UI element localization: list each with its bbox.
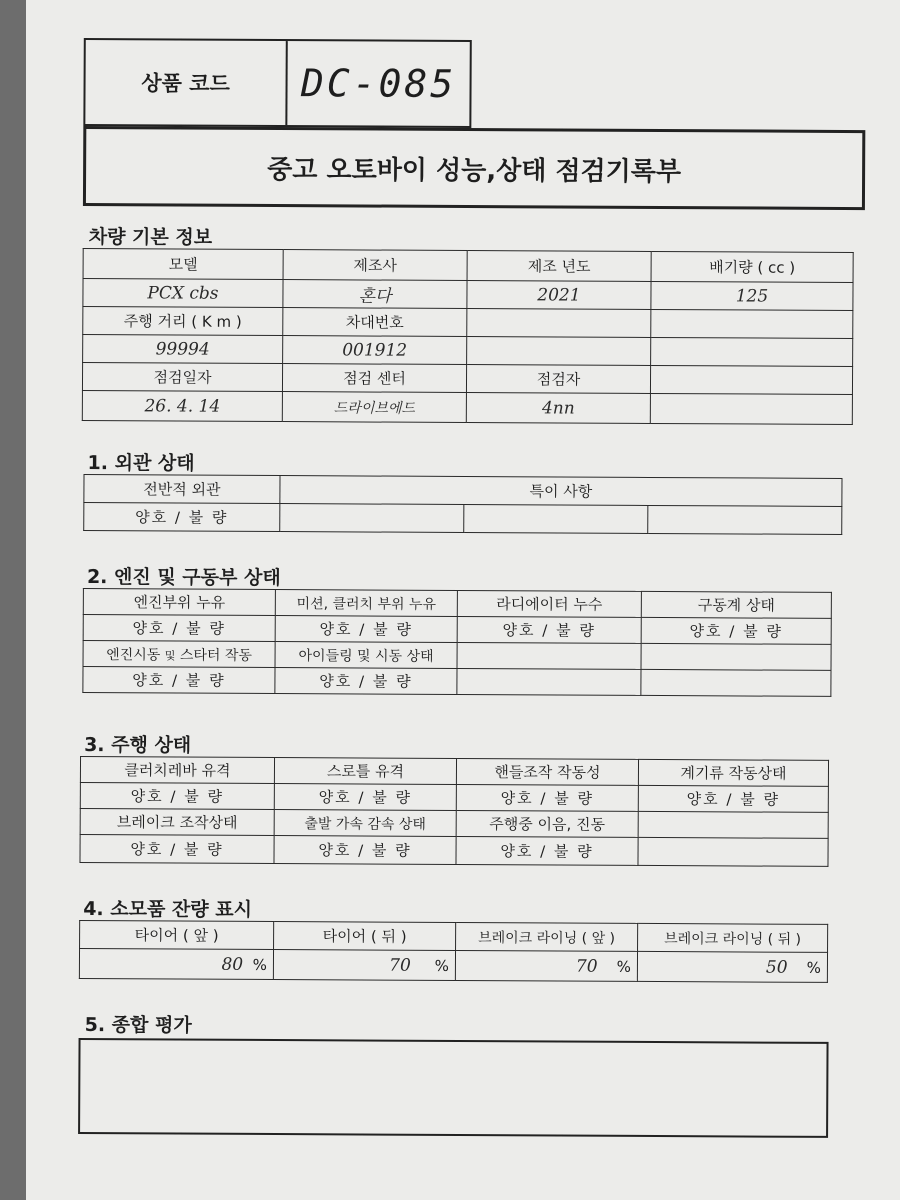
- radiator-leak-label: 라디에이터 누수: [457, 590, 641, 617]
- driving-heading: 3. 주행 상태: [84, 734, 192, 757]
- front-brake-lining-value: 70 %: [455, 950, 637, 981]
- overall-heading: 5. 종합 평가: [84, 1014, 192, 1037]
- empty-cell: [641, 669, 831, 696]
- empty-cell: [467, 309, 651, 338]
- rear-brake-lining-label: 브레이크 라이닝 ( 뒤 ): [638, 923, 828, 952]
- engine-start-value: 양호 / 불 량: [83, 667, 275, 694]
- throttle-value: 양호 / 불 량: [274, 784, 456, 811]
- model-label: 모델: [83, 248, 283, 279]
- empty-cell: [650, 365, 852, 394]
- maker-value: 혼다: [283, 280, 467, 309]
- noise-value: 양호 / 불 량: [456, 836, 638, 865]
- overall-evaluation-box: [78, 1038, 828, 1138]
- overall-appearance-value: 양호 / 불 량: [84, 503, 280, 532]
- model-value: PCX cbs: [83, 278, 283, 307]
- year-label: 제조 년도: [467, 251, 651, 282]
- engine-start-label: 엔진시동 및 스타터 작동: [83, 641, 275, 668]
- maker-label: 제조사: [283, 250, 467, 281]
- empty-cell: [467, 337, 651, 366]
- center-label: 점검 센터: [282, 364, 466, 393]
- clutch-lever-label: 클러치레바 유격: [80, 756, 274, 783]
- consumables-heading: 4. 소모품 잔량 표시: [83, 898, 253, 921]
- gauges-label: 계기류 작동상태: [638, 759, 828, 786]
- clutch-oil-leak-label: 미션, 클러치 부위 누유: [275, 590, 457, 617]
- form: [83, 0, 874, 1037]
- basic-info-table: [82, 248, 853, 425]
- remarks-cell: [280, 504, 464, 533]
- brake-value: 양호 / 불 량: [80, 834, 274, 863]
- exterior-table: [83, 474, 841, 535]
- front-tire-value: 80 %: [79, 948, 273, 979]
- rear-brake-lining-value: 50 %: [637, 951, 827, 982]
- year-value: 2021: [467, 281, 651, 310]
- empty-cell: [651, 337, 853, 366]
- rear-tire-label: 타이어 ( 뒤 ): [274, 922, 456, 951]
- empty-cell: [651, 309, 853, 338]
- inspector-label: 점검자: [466, 365, 650, 394]
- frame-value: 001912: [283, 336, 467, 365]
- basic-info-heading: 차량 기본 정보: [88, 226, 213, 249]
- brake-label: 브레이크 조작상태: [80, 808, 274, 835]
- remarks-cell: [648, 505, 842, 534]
- drivetrain-label: 구동계 상태: [641, 591, 831, 618]
- empty-cell: [638, 837, 828, 866]
- throttle-label: 스로틀 유격: [274, 758, 456, 785]
- rear-tire-value: 70 %: [273, 950, 455, 981]
- center-value: 드라이브에드: [282, 392, 466, 423]
- product-code-value: DC-085: [300, 61, 457, 106]
- driving-table: [79, 756, 828, 867]
- engine-heading: 2. 엔진 및 구동부 상태: [86, 566, 281, 590]
- empty-cell: [650, 393, 852, 424]
- front-tire-label: 타이어 ( 앞 ): [80, 920, 274, 949]
- gauges-value: 양호 / 불 량: [638, 785, 828, 812]
- noise-label: 주행중 이음, 진동: [456, 810, 638, 837]
- cc-value: 125: [651, 281, 853, 310]
- page-title: 중고 오토바이 성능,상태 점검기록부: [83, 126, 865, 210]
- idling-label: 아이들링 및 시동 상태: [275, 642, 457, 669]
- front-brake-lining-label: 브레이크 라이닝 ( 앞 ): [456, 922, 638, 951]
- engine-table: [82, 588, 831, 697]
- consumables-table: [79, 920, 827, 983]
- drivetrain-value: 양호 / 불 량: [641, 617, 831, 644]
- remarks-label: 특이 사항: [280, 476, 842, 507]
- clutch-oil-leak-value: 양호 / 불 량: [275, 616, 457, 643]
- inspector-signature: 4nn: [466, 393, 650, 424]
- product-code-box: [83, 38, 471, 128]
- engine-oil-leak-value: 양호 / 불 량: [83, 615, 275, 642]
- overall-appearance-label: 전반적 외관: [84, 475, 280, 504]
- empty-cell: [638, 811, 828, 838]
- acceleration-label: 출발 가속 감속 상태: [274, 810, 456, 837]
- date-value: 26. 4. 14: [82, 390, 282, 421]
- clutch-lever-value: 양호 / 불 량: [80, 782, 274, 809]
- acceleration-value: 양호 / 불 량: [274, 836, 456, 865]
- cc-label: 배기량 ( cc ): [651, 251, 853, 282]
- mileage-label: 주행 거리 ( K m ): [83, 306, 283, 335]
- exterior-heading: 1. 외관 상태: [87, 452, 195, 475]
- frame-label: 차대번호: [283, 308, 467, 337]
- date-label: 점검일자: [82, 362, 282, 391]
- empty-cell: [457, 642, 641, 669]
- remarks-cell: [464, 504, 648, 533]
- product-code-label: 상품 코드: [85, 40, 287, 125]
- paper-sheet: [26, 0, 900, 1200]
- idling-value: 양호 / 불 량: [275, 668, 457, 695]
- radiator-leak-value: 양호 / 불 량: [457, 616, 641, 643]
- steering-value: 양호 / 불 량: [456, 784, 638, 811]
- empty-cell: [457, 668, 641, 695]
- steering-label: 핸들조작 작동성: [456, 758, 638, 785]
- engine-oil-leak-label: 엔진부위 누유: [83, 589, 275, 616]
- mileage-value: 99994: [83, 334, 283, 363]
- empty-cell: [641, 643, 831, 670]
